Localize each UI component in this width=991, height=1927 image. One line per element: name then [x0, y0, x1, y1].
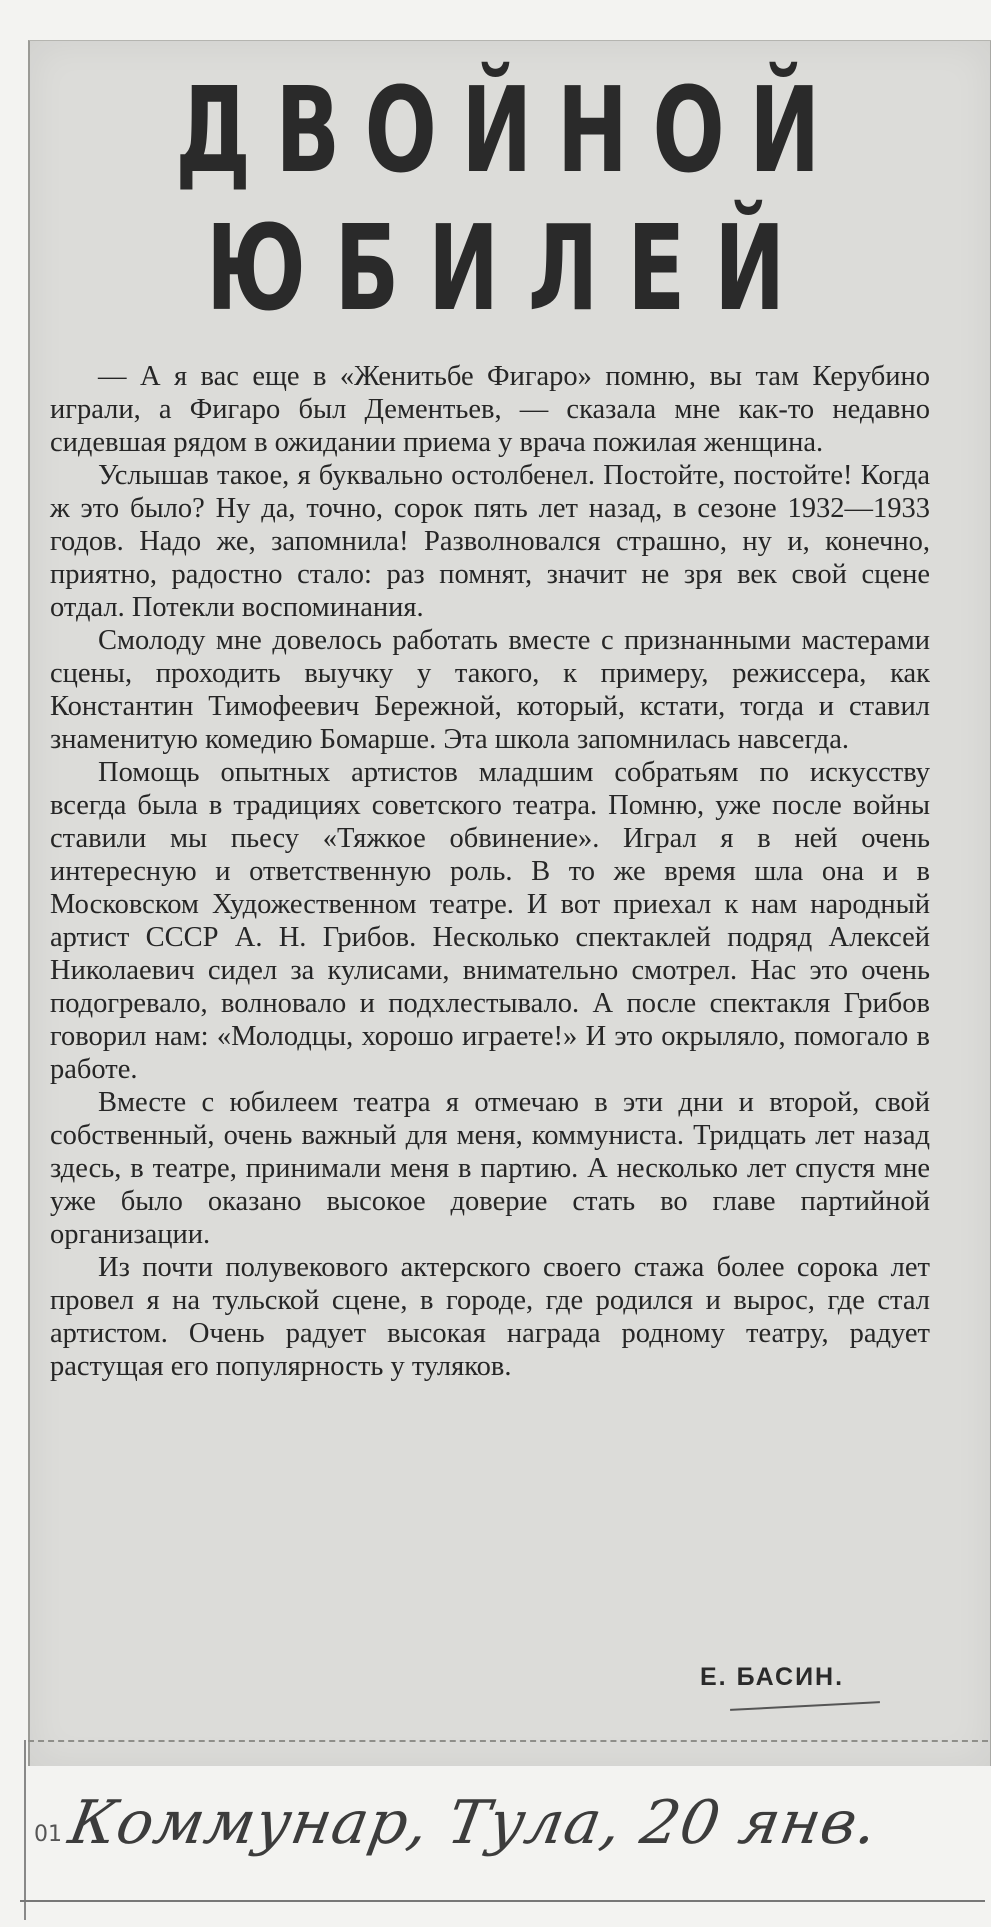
article-body — [50, 360, 930, 1383]
paragraph: — А я вас еще в «Женитьбе Фигаро» помню, вы там Керубино играли, а Фигаро был Дементьев, — сказала мне как-то недавно сидевшая рядом в ожидании приема у врача пожилая женщина. — [50, 361, 930, 458]
pencil-mark: 01 — [34, 1822, 62, 1847]
paragraph: Услышав такое, я буквально остолбенел. Постойте, постойте! Когда ж это было? Ну да, точно, сорок пять лет назад, в сезоне 1932—1933 годов. Надо же, запомнила! Разволновался страшно, ну и, конечно, приятно, радостно стало: раз помнят, значит не зря век свой сцене отдал. Потекли воспоминания. — [50, 460, 930, 623]
bottom-rule — [20, 1900, 985, 1902]
headline-line-2: ЮБИЛЕЙ — [205, 199, 815, 337]
headline-line-1: ДВОЙНОЙ — [175, 61, 845, 199]
paragraph: Вместе с юбилеем театра я отмечаю в эти дни и второй, свой собственный, очень важный для меня, коммуниста. Тридцать лет назад здесь, в театре, принимали меня в партию. А несколько лет спустя мне уже было оказано высокое доверие стать во главе партийной организации. — [50, 1087, 930, 1250]
paragraph: Смолоду мне довелось работать вместе с признанными мастерами сцены, проходить выучку у такого, к примеру, режиссера, как Константин Тимофеевич Бережной, который, кстати, тогда и ставил знаменитую комедию Бомарше. Эта школа запомнилась навсегда. — [50, 625, 930, 755]
paragraph: Помощь опытных артистов младшим собратьям по искусству всегда была в традициях советского театра. Помню, уже после войны ставили мы пьесу «Тяжкое обвинение». Играл я в ней очень интересную и ответственную роль. В то же время шла она и в Московском Художественном театре. И вот приехал к нам народный артист СССР А. Н. Грибов. Несколько спектаклей подряд Алексей Николаевич сидел за кулисами, внимательно смотрел. Нас это очень подогревало, волновало и подхлестывало. А после спектакля Грибов говорил нам: «Молодцы, хорошо играете!» И это окрыляло, помогало в работе. — [50, 757, 930, 1085]
author-signature: Е. БАСИН. — [700, 1663, 845, 1691]
clipping-cut-edge — [28, 1740, 988, 1742]
margin-rule — [24, 1740, 26, 1920]
paragraph: Из почти полувекового актерского своего стажа более сорока лет провел я на тульской сцене, в городе, где родился и вырос, где стал артистом. Очень радует высокая награда родному театру, радует растущая его популярность у туляков. — [50, 1252, 930, 1382]
handwritten-source-note: Коммунар, Тула, 20 янв. — [63, 1788, 884, 1858]
